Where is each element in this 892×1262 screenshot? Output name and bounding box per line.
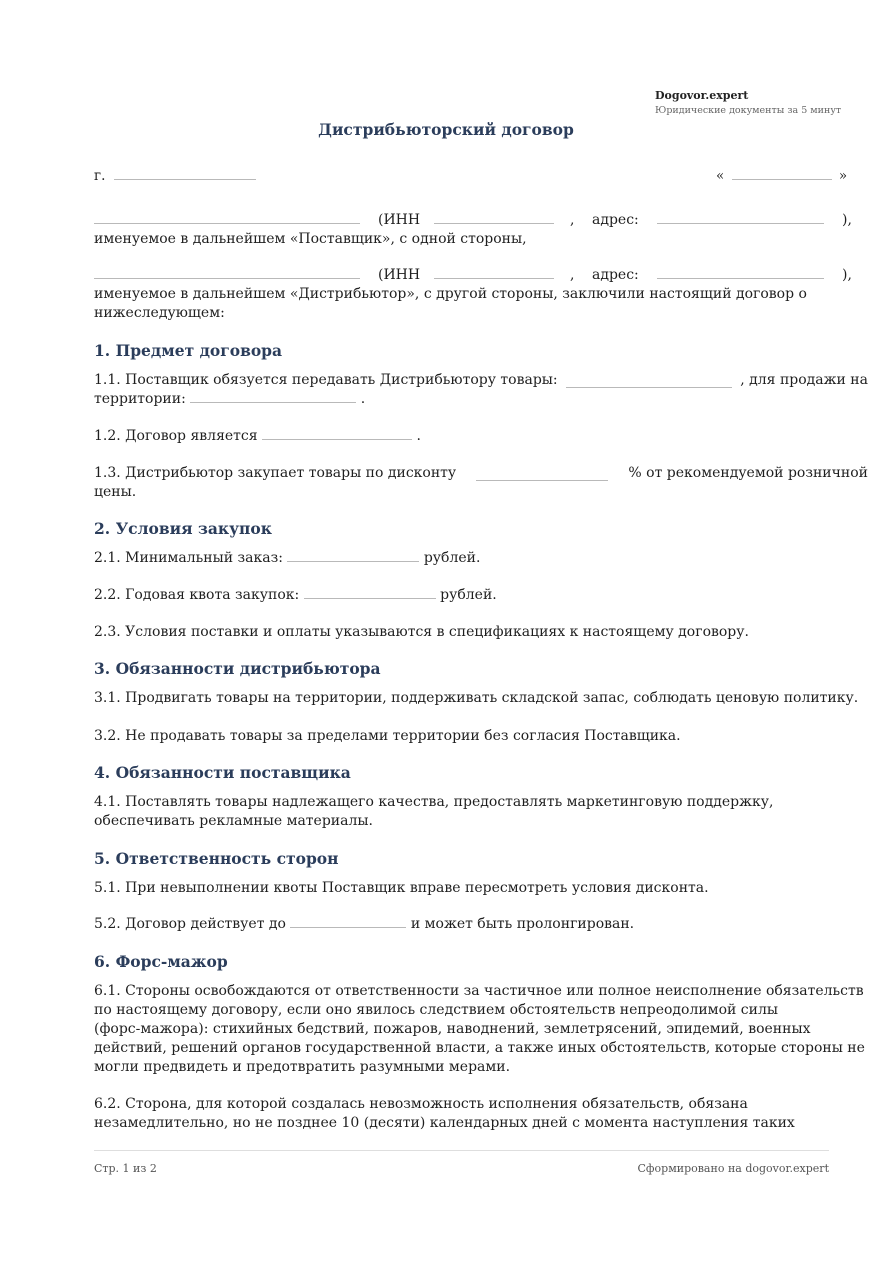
territory-blank <box>190 390 356 403</box>
discount-blank <box>476 468 608 481</box>
section-1-heading: 1. Предмет договора <box>94 341 283 360</box>
goods-blank <box>566 375 732 388</box>
clause-5-2-text-b: и может быть пролонгирован. <box>410 916 635 932</box>
city-line <box>94 167 256 186</box>
clause-2-3: 2.3. Условия поставки и оплаты указываются в спецификациях к настоящему договору. <box>94 624 749 640</box>
supplier-name-blank <box>94 211 360 224</box>
footer-divider <box>94 1150 829 1151</box>
date-blank <box>732 167 832 180</box>
clause-1-1-text-c: территории: <box>94 391 186 407</box>
distributor-name-blank <box>94 266 360 279</box>
brand-tagline: Юридические документы за 5 минут <box>655 105 842 116</box>
date-close-quote: » <box>838 168 848 184</box>
clause-1-3 <box>94 464 868 502</box>
clause-2-1 <box>94 549 868 568</box>
clause-2-1-text-a: 2.1. Минимальный заказ: <box>94 550 283 566</box>
clause-3-1: 3.1. Продвигать товары на территории, поддерживать складской запас, соблюдать ценовую политику. <box>94 690 859 706</box>
city-blank <box>114 167 256 180</box>
distributor-address-blank <box>657 266 824 279</box>
distributor-description-cont: нижеследующем: <box>94 305 225 321</box>
supplier-address-label: адрес: <box>592 212 639 228</box>
clause-1-2-text-a: 1.2. Договор является <box>94 428 258 444</box>
clause-6-1-line: действий, решений органов государственной власти, а также иных обстоятельств, которые стороны не <box>94 1040 865 1056</box>
clause-1-3-text-a: 1.3. Дистрибьютор закупает товары по дисконту <box>94 465 457 481</box>
section-4-heading: 4. Обязанности поставщика <box>94 763 351 782</box>
clause-1-3-text-b: % от рекомендуемой розничной <box>628 465 868 481</box>
section-6-heading: 6. Форс-мажор <box>94 952 228 971</box>
clause-1-1-text-d: . <box>360 391 366 407</box>
contract-type-blank <box>262 427 412 440</box>
brand-name: Dogovor.expert <box>655 89 749 102</box>
clause-1-3-text-c: цены. <box>94 484 137 500</box>
clause-6-1-line: по настоящему договору, если оно явилось следствием обстоятельств непреодолимой силы <box>94 1002 778 1018</box>
date-line <box>716 167 847 186</box>
annual-quota-blank <box>304 586 436 599</box>
section-5-heading: 5. Ответственность сторон <box>94 849 339 868</box>
clause-1-2 <box>94 427 868 446</box>
clause-2-2-text-a: 2.2. Годовая квота закупок: <box>94 587 300 603</box>
distributor-comma: , <box>570 267 575 283</box>
party-distributor <box>94 266 869 323</box>
term-date-blank <box>290 915 406 928</box>
distributor-inn-blank <box>434 266 554 279</box>
clause-1-1-text-b: , для продажи на <box>740 372 868 388</box>
clause-2-2-text-b: рублей. <box>440 587 497 603</box>
clause-6-1 <box>94 982 868 1077</box>
clause-4-1-line-1: 4.1. Поставлять товары надлежащего качества, предоставлять маркетинговую поддержку, <box>94 794 774 810</box>
clause-2-1-text-b: рублей. <box>423 550 481 566</box>
distributor-description: именуемое в дальнейшем «Дистрибьютор», с другой стороны, заключили настоящий договор о <box>94 286 807 302</box>
clause-6-1-line: могли предвидеть и предотвратить разумными мерами. <box>94 1059 511 1075</box>
clause-4-1-line-2: обеспечивать рекламные материалы. <box>94 813 373 829</box>
section-3-heading: 3. Обязанности дистрибьютора <box>94 659 381 678</box>
supplier-address-blank <box>657 211 824 224</box>
distributor-close: ), <box>842 267 852 283</box>
supplier-close: ), <box>842 212 852 228</box>
brand-block <box>655 89 841 118</box>
clause-6-2 <box>94 1095 868 1133</box>
party-supplier <box>94 211 869 249</box>
clause-2-2 <box>94 586 868 605</box>
distributor-address-label: адрес: <box>592 267 639 283</box>
clause-6-1-line: 6.1. Стороны освобождаются от ответственности за частичное или полное неисполнение обязательств <box>94 983 864 999</box>
clause-6-1-line: (форс-мажора): стихийных бедствий, пожаров, наводнений, землетрясений, эпидемий, военных <box>94 1021 811 1037</box>
clause-5-1: 5.1. При невыполнении квоты Поставщик вправе пересмотреть условия дисконта. <box>94 880 709 896</box>
document-title: Дистрибьюторский договор <box>318 120 574 139</box>
distributor-inn-label: (ИНН <box>378 267 421 283</box>
clause-1-1 <box>94 371 868 409</box>
clause-5-2-text-a: 5.2. Договор действует до <box>94 916 286 932</box>
supplier-comma: , <box>570 212 575 228</box>
date-open-quote: « <box>716 168 725 184</box>
page-number: Стр. 1 из 2 <box>94 1162 157 1175</box>
min-order-blank <box>287 549 419 562</box>
clause-4-1 <box>94 793 868 831</box>
clause-5-2 <box>94 915 868 934</box>
clause-1-2-text-b: . <box>416 428 421 444</box>
clause-6-2-line: 6.2. Сторона, для которой создалась невозможность исполнения обязательств, обязана <box>94 1096 748 1112</box>
clause-3-2: 3.2. Не продавать товары за пределами территории без согласия Поставщика. <box>94 728 681 744</box>
supplier-inn-label: (ИНН <box>378 212 421 228</box>
clause-1-1-text-a: 1.1. Поставщик обязуется передавать Дистрибьютору товары: <box>94 372 558 388</box>
footer-generated-note: Сформировано на dogovor.expert <box>637 1162 829 1175</box>
city-prefix: г. <box>94 168 106 184</box>
section-2-heading: 2. Условия закупок <box>94 519 272 538</box>
supplier-description: именуемое в дальнейшем «Поставщик», с одной стороны, <box>94 231 527 247</box>
clause-6-2-line: незамедлительно, но не позднее 10 (десяти) календарных дней с момента наступления таких <box>94 1115 795 1131</box>
supplier-inn-blank <box>434 211 554 224</box>
